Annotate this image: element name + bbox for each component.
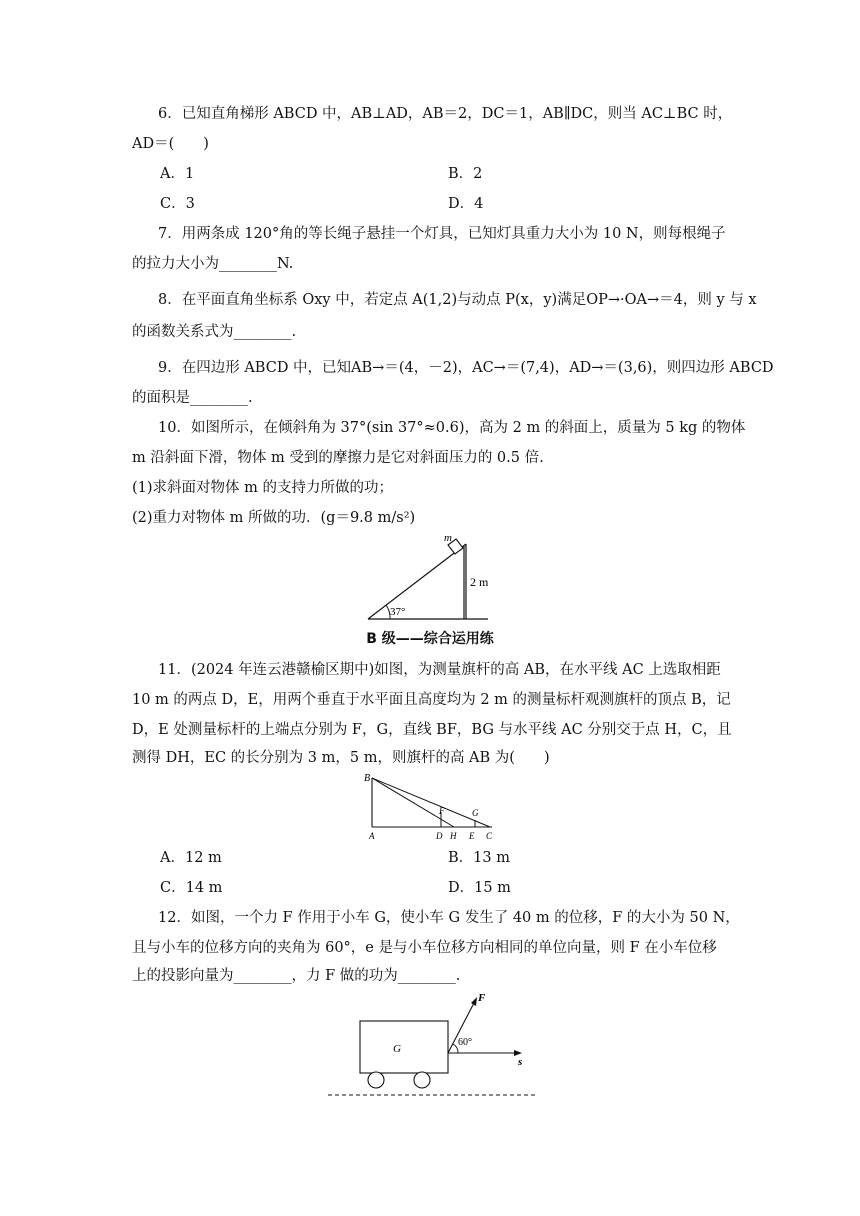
q8-line1: 8．在平面直角坐标系 Oxy 中，若定点 A(1,2)与动点 P(x，y)满足OP→·OA→＝4，则 y 与 x [158, 292, 757, 308]
q9-line1: 9．在四边形 ABCD 中，已知AB→＝(4，－2)，AC→＝(7,4)，AD→＝(3,6)，则四边形 ABCD [158, 360, 774, 376]
q6-line2: AD＝( ) [132, 136, 209, 152]
angle-label: 37° [390, 606, 406, 618]
q11-line2: 10 m 的两点 D，E，用两个垂直于水平面且高度均为 2 m 的测量标杆观测旗杆的顶点 B，记 [132, 692, 731, 708]
label-b: B [364, 773, 371, 784]
q10-line1: 10．如图所示，在倾斜角为 37°(sin 37°≈0.6)，高为 2 m 的斜面上，质量为 5 kg 的物体 [158, 420, 746, 436]
q7-line1: 7．用两条成 120°角的等长绳子悬挂一个灯具，已知灯具重力大小为 10 N，则每根绳子 [158, 226, 726, 242]
line-bh [372, 778, 454, 827]
label-g: G [472, 808, 479, 818]
cart-label: G [393, 1043, 401, 1055]
q6-option-d: D．4 [448, 196, 484, 212]
q6-option-a: A．1 [160, 166, 195, 182]
mass-label: m [444, 532, 452, 544]
incline-figure [360, 530, 500, 624]
q11-line1: 11．(2024 年连云港赣榆区期中)如图，为测量旗杆的高 AB，在水平线 AC 上选取相距 [158, 662, 721, 678]
line-bc [372, 778, 490, 827]
q12-line2: 且与小车的位移方向的夹角为 60°，e 是与小车位移方向相同的单位向量，则 F 在小车位移 [132, 940, 717, 956]
cart-body [360, 1021, 448, 1073]
label-h: H [450, 831, 457, 841]
q8-line2: 的函数关系式为________. [132, 324, 297, 340]
q12-line3: 上的投影向量为________，力 F 做的功为________. [132, 968, 461, 984]
q10-sub2: (2)重力对物体 m 所做的功．(g＝9.8 m/s²) [132, 510, 416, 526]
q9-line2: 的面积是________. [132, 390, 253, 406]
q11-option-a: A．12 m [160, 850, 222, 866]
section-heading-b: B 级——综合运用练 [366, 631, 494, 647]
label-d: D [436, 831, 443, 841]
force-angle-label: 60° [458, 1037, 472, 1048]
cart-wheel-left [368, 1072, 384, 1088]
label-f: F [439, 806, 445, 816]
q11-line4: 测得 DH，EC 的长分别为 3 m，5 m，则旗杆的高 AB 为( ) [132, 750, 550, 766]
height-label: 2 m [470, 575, 489, 589]
incline-slope [368, 544, 466, 619]
force-arrowhead [471, 997, 477, 1006]
q11-option-b: B．13 m [448, 850, 510, 866]
force-label: F [478, 992, 486, 1004]
q10-line2: m 沿斜面下滑，物体 m 受到的摩擦力是它对斜面压力的 0.5 倍. [132, 450, 544, 466]
q10-sub1: (1)求斜面对物体 m 的支持力所做的功； [132, 480, 394, 496]
q11-line3: D，E 处测量标杆的上端点分别为 F，G，直线 BF，BG 与水平线 AC 分别交于点 H，C，且 [132, 722, 732, 738]
displacement-label: s [518, 1056, 523, 1068]
q6-option-c: C．3 [160, 196, 195, 212]
q7-line2: 的拉力大小为________N. [132, 256, 294, 272]
q6-line1: 6．已知直角梯形 ABCD 中，AB⊥AD，AB＝2，DC＝1，AB∥DC，则当 AC⊥BC 时， [158, 106, 733, 122]
q6-option-b: B．2 [448, 166, 483, 182]
label-a: A [369, 831, 375, 841]
q11-option-d: D．15 m [448, 880, 511, 896]
flagpole-figure [360, 770, 500, 842]
label-e: E [469, 831, 475, 841]
label-c: C [486, 831, 493, 841]
cart-figure [325, 986, 540, 1098]
q12-line1: 12．如图，一个力 F 作用于小车 G，使小车 G 发生了 40 m 的位移，F 的大小为 50 N， [158, 910, 740, 926]
cart-wheel-right [414, 1072, 430, 1088]
q11-option-c: C．14 m [160, 880, 223, 896]
